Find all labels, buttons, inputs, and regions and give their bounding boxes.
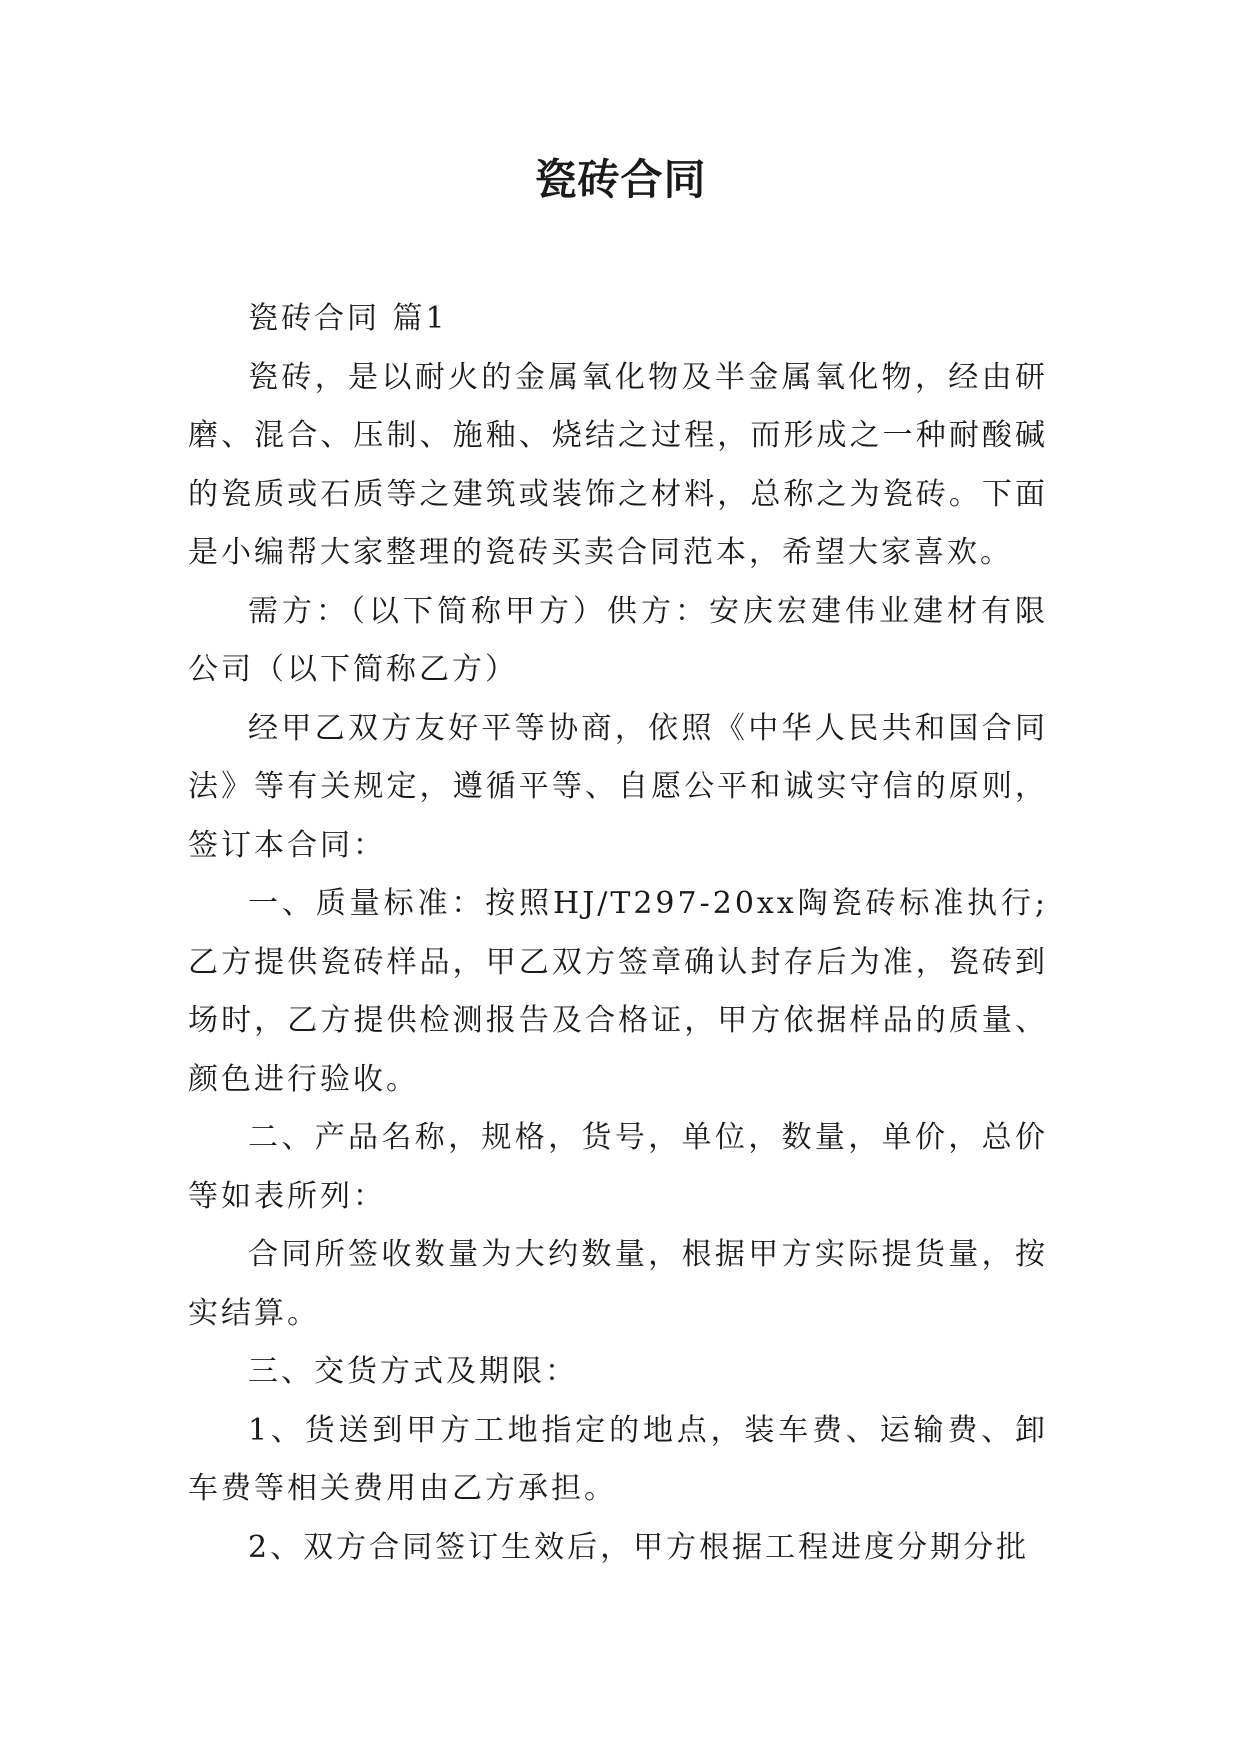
- section-heading: 瓷砖合同 篇1: [248, 301, 448, 336]
- document-body: [188, 290, 1048, 1577]
- paragraph: 瓷砖，是以耐火的金属氧化物及半金属氧化物，经由研磨、混合、压制、施釉、烧结之过程，而形成之一种耐酸碱的瓷质或石质等之建筑或装饰之材料，总称之为瓷砖。下面是小编帮大家整理的瓷砖买卖合同范本，希望大家喜欢。: [188, 359, 1048, 570]
- paragraph: 合同所签收数量为大约数量，根据甲方实际提货量，按实结算。: [188, 1237, 1048, 1331]
- paragraph: 1、货送到甲方工地指定的地点，装车费、运输费、卸车费等相关费用由乙方承担。: [188, 1412, 1048, 1506]
- paragraph: 需方：（以下简称甲方）供方：安庆宏建伟业建材有限公司（以下简称乙方）: [188, 593, 1048, 687]
- paragraph: 经甲乙双方友好平等协商，依照《中华人民共和国合同法》等有关规定，遵循平等、自愿公平和诚实守信的原则，签订本合同：: [188, 710, 1048, 863]
- document-title: 瓷砖合同: [534, 155, 707, 204]
- paragraph: 2、双方合同签订生效后，甲方根据工程进度分期分批: [248, 1529, 1030, 1565]
- paragraph: 三、交货方式及期限：: [248, 1354, 578, 1389]
- paragraph: 一、质量标准：按照HJ/T297-20xx陶瓷砖标准执行;乙方提供瓷砖样品，甲乙双方签章确认封存后为准，瓷砖到场时，乙方提供检测报告及合格证，甲方依据样品的质量、颜色进行验收。: [188, 886, 1048, 1097]
- paragraph: 二、产品名称，规格，货号，单位，数量，单价，总价等如表所列：: [188, 1120, 1048, 1214]
